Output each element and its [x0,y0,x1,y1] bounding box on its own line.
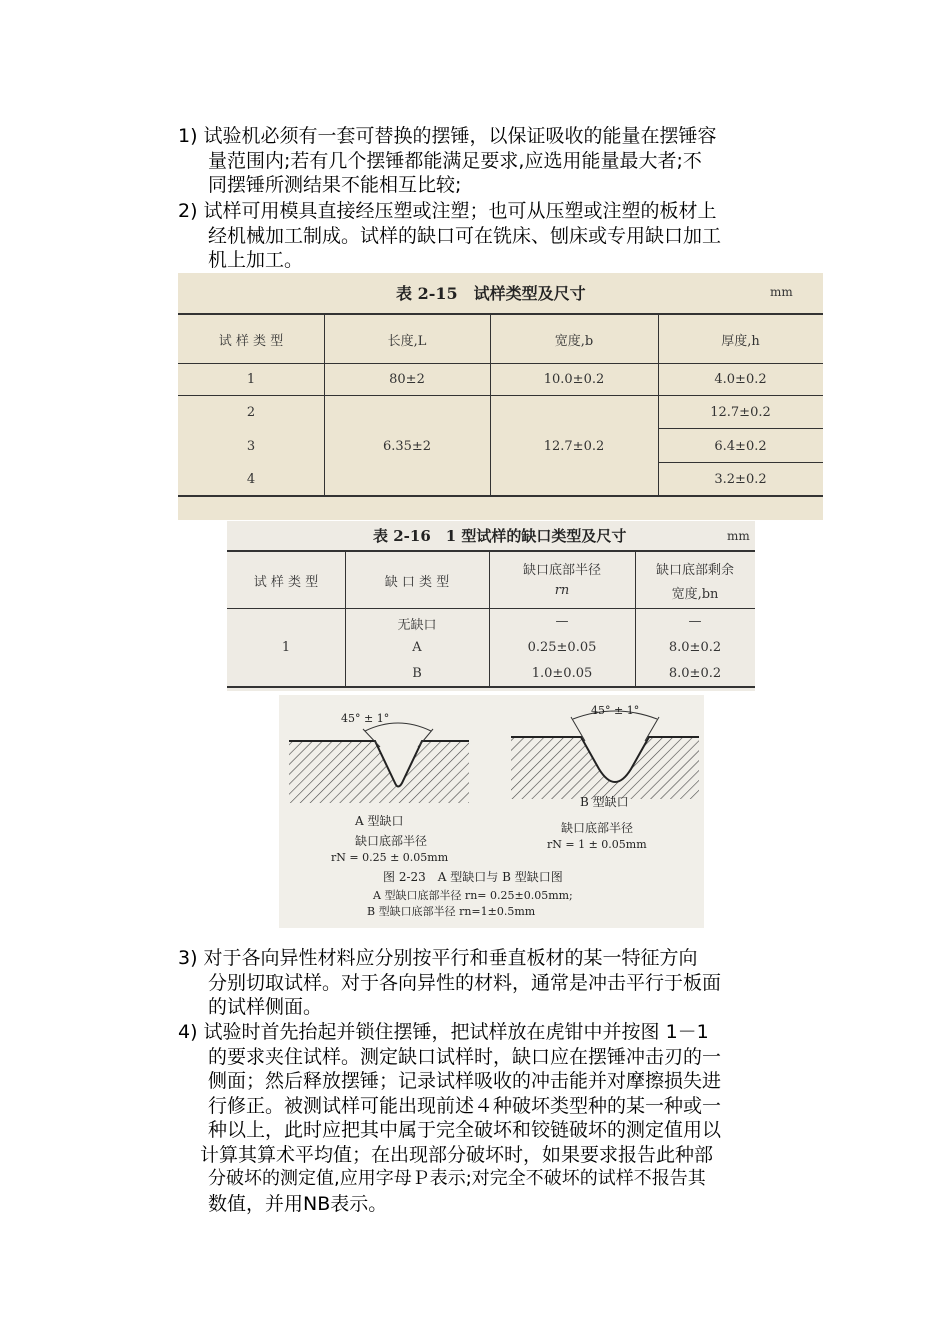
a-angle-label: 45° ± 1° [341,712,390,725]
paragraph-line: 4) 试验时首先抬起并锁住摆锤，把试样放在虎钳中并按图 1－1 [178,1021,709,1043]
a-notch-shape [289,723,469,803]
a-radius-value: rN = 0.25 ± 0.05mm [331,851,449,864]
paragraph-line: 分破坏的测定值,应用字母Ｐ表示;对完全不破坏的试样不报告其 [208,1168,706,1189]
table-header: 试 样 类 型 [218,334,284,349]
paragraph-line: 数值，并用NB表示。 [208,1192,388,1215]
table-cell: 12.7±0.2 [710,405,771,420]
paragraph-line: 的要求夹住试样。测定缺口试样时，缺口应在摆锤冲击刃的一 [208,1045,722,1068]
a-radius-label: 缺口底部半径 [355,834,428,848]
table-cell: 8.0±0.2 [668,666,722,681]
paragraph-2 [178,199,818,273]
table-unit: mm [727,529,750,543]
a-notch-label: A 型缺口 [355,814,404,828]
table-cell: 4 [246,472,256,487]
b-notch-label: B 型缺口 [580,795,629,809]
table-cell: A [412,640,422,655]
paragraph-line: 3) 对于各向异性材料应分别按平行和垂直板材的某一特征方向 [178,947,698,969]
paragraph-line: 种以上，此时应把其中属于完全破坏和铰链破坏的测定值用以 [208,1119,722,1141]
paragraph-line: 侧面；然后释放摆锤；记录试样吸收的冲击能并对摩擦损失进 [208,1070,722,1092]
table-cell: 6.4±0.2 [714,439,767,454]
figure-caption: 图 2-23 A 型缺口与 B 型缺口图 [383,870,563,884]
table-cell: 1 [246,372,256,387]
table-cell: 2 [246,405,256,420]
paragraph-line: 行修正。被测试样可能出现前述４种破坏类型种的某一种或一 [208,1094,722,1117]
paragraph-line: 量范围内;若有几个摆锤都能满足要求,应选用能量最大者;不 [208,149,702,172]
table-header: 宽度,b [554,334,594,349]
table-header: 厚度,h [721,334,760,349]
paragraph-3 [178,946,818,1020]
paragraph-line: 2) 试样可用模具直接经压塑或注塑；也可从压塑或注塑的板材上 [178,200,717,222]
paragraph-line: 分别切取试样。对于各向异性的材料，通常是冲击平行于板面 [208,971,722,994]
b-radius-label: 缺口底部半径 [561,821,634,835]
paragraph-line: 同摆锤所测结果不能相互比较; [208,174,462,196]
figure-caption-a: A 型缺口底部半径 rn= 0.25±0.05mm; [373,889,573,902]
table-cell: 3 [246,439,256,454]
b-angle-label: 45° ± 1° [591,704,640,717]
table-2-15-scan [178,273,823,520]
table-2-16-scan [227,521,755,691]
table-cell: 4.0±0.2 [714,372,767,387]
paragraph-line: 1) 试验机必须有一套可替换的摆锤，以保证吸收的能量在摆锤容 [178,125,717,147]
paragraph-4 [178,1020,818,1216]
paragraph-line: 经机械加工制成。试样的缺口可在铣床、刨床或专用缺口加工 [208,224,722,247]
table-unit: mm [770,285,793,299]
table-cell: 1.0±0.05 [531,666,593,681]
notch-diagram [279,695,704,928]
table-cell: — [555,614,569,629]
table-cell: 12.7±0.2 [543,439,605,454]
table-cell: 1 [281,640,291,655]
table-cell: 3.2±0.2 [714,472,767,487]
paragraph-line: 的试样侧面。 [208,996,323,1018]
figure-caption-b: B 型缺口底部半径 rn=1±0.5mm [367,905,536,918]
table-caption: 表 2-16 1 型试样的缺口类型及尺寸 [373,527,627,545]
b-radius-value: rN = 1 ± 0.05mm [547,838,647,851]
table-cell: 6.35±2 [382,439,432,454]
figure-2-23-scan [279,695,704,928]
table-header: 缺 口 类 型 [384,575,450,590]
paragraph-line: 机上加工。 [208,249,304,271]
table-cell: 80±2 [389,372,425,387]
table-header: 试 样 类 型 [253,575,319,590]
b-notch-shape [511,711,699,799]
table-header: 缺口底部半径 [522,563,601,578]
table-header: rn [554,583,570,598]
table-cell: 8.0±0.2 [668,640,722,655]
table-cell: — [688,614,702,629]
table-cell: B [412,666,422,681]
table-header: 长度,L [387,334,427,349]
table-header: 宽度,bn [671,587,719,602]
paragraph-line: 计算其算术平均值；在出现部分破坏时，如果要求报告此种部 [200,1143,714,1166]
table-cell: 无缺口 [397,618,437,633]
table-header: 缺口底部剩余 [655,563,734,578]
paragraph-1 [178,124,818,198]
table-cell: 10.0±0.2 [543,372,605,387]
table-caption: 表 2-15 试样类型及尺寸 [396,284,586,303]
table-cell: 0.25±0.05 [527,640,597,655]
